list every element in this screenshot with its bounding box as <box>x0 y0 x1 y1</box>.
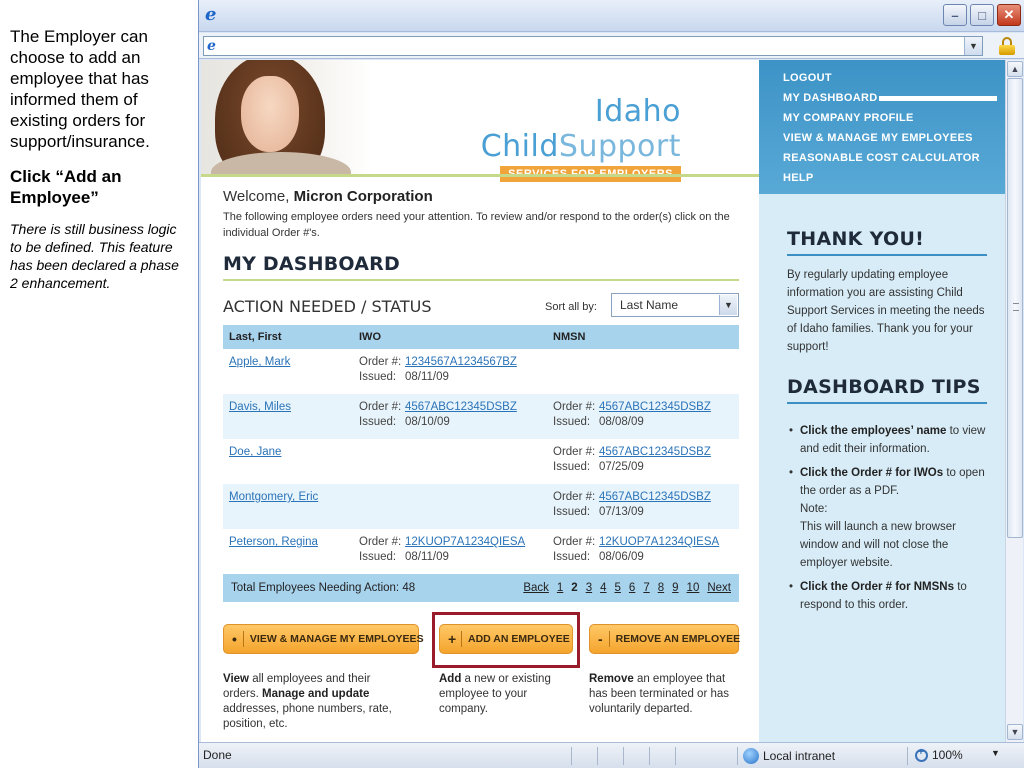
table-row <box>223 484 739 529</box>
pager-page-link[interactable]: 5 <box>614 582 621 594</box>
order-link[interactable]: 12KUOP7A1234QIESA <box>599 536 720 548</box>
scroll-down-button[interactable]: ▼ <box>1007 724 1023 740</box>
title-bar <box>199 0 1024 32</box>
pager-back-link[interactable]: Back <box>523 582 549 594</box>
order-link[interactable]: 4567ABC12345DSBZ <box>599 446 711 458</box>
scroll-up-button[interactable]: ▲ <box>1007 61 1023 77</box>
issued-date: 08/10/09 <box>405 416 450 428</box>
cell-nmsn: Order #: 4567ABC12345DSBZ Issued: 08/08/09 <box>547 394 739 439</box>
cell-nmsn <box>547 349 739 394</box>
page-title: MY DASHBOARD <box>223 253 739 281</box>
cell-name <box>223 394 353 439</box>
nav-view-manage-employees[interactable]: VIEW & MANAGE MY EMPLOYEES <box>783 132 973 144</box>
header-divider <box>201 174 761 177</box>
issued-date: 07/25/09 <box>599 461 644 473</box>
remove-description: Remove an employee that has been terminated or has voluntarily departed. <box>589 673 730 715</box>
company-name: Micron Corporation <box>293 188 433 205</box>
dashboard-tips-heading: DASHBOARD TIPS <box>787 376 987 404</box>
cell-iwo: Order #: 4567ABC12345DSBZ Issued: 08/10/09 <box>353 394 547 439</box>
total-employees: Total Employees Needing Action: 48 <box>231 582 416 594</box>
pager-page-link[interactable]: 9 <box>672 582 679 594</box>
pager-page-link[interactable]: 4 <box>600 582 607 594</box>
column-header-nmsn: NMSN <box>547 325 739 349</box>
chevron-down-icon: ▼ <box>719 295 737 315</box>
sort-label: Sort all by: <box>545 301 597 313</box>
remove-employee-button[interactable]: - REMOVE AN EMPLOYEE <box>589 624 739 654</box>
cell-nmsn: Order #: 12KUOP7A1234QIESA Issued: 08/06/09 <box>553 536 720 563</box>
cell-iwo <box>353 484 547 529</box>
lock-icon[interactable] <box>999 37 1015 55</box>
cell-iwo: Order #: 1234567A1234567BZ Issued: 08/11/09 <box>359 356 517 383</box>
browser-window <box>198 0 1024 768</box>
orders-table <box>223 325 739 574</box>
welcome-text: Welcome, Micron Corporation <box>223 188 433 205</box>
pager-page-link[interactable]: 8 <box>657 582 665 594</box>
globe-icon <box>743 748 759 764</box>
pager-page-link[interactable]: 3 <box>585 582 593 594</box>
employee-name-link[interactable]: Davis, Miles <box>229 401 291 413</box>
order-link[interactable]: 1234567A1234567BZ <box>405 356 517 368</box>
cell-name <box>223 484 353 529</box>
header-photo <box>201 60 373 174</box>
tip-item: • Click the Order # for NMSNs to respond to this order. <box>787 578 987 614</box>
annotation-cta: Click “Add an Employee” <box>10 167 122 207</box>
order-link[interactable]: 4567ABC12345DSBZ <box>599 401 711 413</box>
action-needed-heading: ACTION NEEDED / STATUS <box>223 297 432 316</box>
annotation-panel <box>10 26 182 292</box>
nav-logout[interactable]: LOGOUT <box>783 72 832 84</box>
status-bar <box>199 742 1024 768</box>
instructions-text: The following employee orders need your attention. To review and/or respond to the order(s) click on the individual Order #'s. <box>223 211 730 239</box>
order-link[interactable]: 4567ABC12345DSBZ <box>405 401 517 413</box>
issued-date: 07/13/09 <box>599 506 644 518</box>
zoom-level[interactable]: + 100% <box>915 748 963 762</box>
issued-date: 08/11/09 <box>405 371 449 383</box>
cell-nmsn: Order #: 4567ABC12345DSBZ Issued: 07/25/09 <box>553 446 711 473</box>
address-dropdown-button[interactable]: ▼ <box>964 37 982 55</box>
right-column <box>759 60 1005 742</box>
close-button[interactable]: ✕ <box>997 4 1021 26</box>
order-link[interactable]: 12KUOP7A1234QIESA <box>405 536 526 548</box>
sort-select[interactable]: Last Name ▼ <box>611 293 739 317</box>
view-manage-employees-button[interactable]: • VIEW & MANAGE MY EMPLOYEES <box>223 624 419 654</box>
table-row <box>223 394 739 439</box>
add-description: Add a new or existing employee to your company. <box>439 673 551 715</box>
employee-name-link[interactable]: Apple, Mark <box>229 356 291 368</box>
vertical-scrollbar[interactable] <box>1005 60 1023 742</box>
cell-name <box>223 439 353 484</box>
address-bar <box>199 33 1024 59</box>
main-nav <box>759 60 1005 194</box>
pager-page-link[interactable]: 7 <box>643 582 650 594</box>
ie-logo-icon: e <box>205 4 217 25</box>
page-icon: e <box>207 38 216 54</box>
employee-name-link[interactable]: Doe, Jane <box>229 446 282 458</box>
minus-icon: - <box>598 631 610 647</box>
pager-page-link[interactable]: 1 <box>556 582 564 594</box>
pager-next-link[interactable]: Next <box>707 582 731 594</box>
pager-page-link[interactable]: 6 <box>628 582 636 594</box>
nav-help[interactable]: HELP <box>783 172 814 184</box>
view-description: View all employees and their orders. Manage and update addresses, phone numbers, rate, position, etc. <box>223 673 392 730</box>
action-buttons <box>223 612 739 742</box>
table-footer <box>223 574 739 602</box>
main-content <box>223 188 739 742</box>
zoom-icon <box>915 749 928 762</box>
add-employee-button[interactable]: + ADD AN EMPLOYEE <box>439 624 573 654</box>
pagination <box>523 582 731 594</box>
site-header <box>201 60 761 178</box>
table-row <box>223 529 739 574</box>
annotation-note: There is still business logic to be defined. This feature has been declared a phase 2 enhancement. <box>10 221 179 291</box>
minimize-button[interactable]: – <box>943 4 967 26</box>
bullet-icon: • <box>232 631 244 647</box>
scroll-thumb[interactable] <box>1007 78 1023 538</box>
status-text: Done <box>203 748 232 762</box>
brand-title: Idaho ChildSupport <box>480 94 681 164</box>
issued-date: 08/11/09 <box>405 551 449 563</box>
address-field[interactable] <box>203 36 983 56</box>
plus-icon: + <box>448 631 462 647</box>
page-viewport <box>201 60 1005 742</box>
section-header <box>223 293 739 323</box>
nav-my-company-profile[interactable]: MY COMPANY PROFILE <box>783 112 914 124</box>
column-header-name: Last, First <box>223 325 353 349</box>
window-controls <box>943 4 1021 26</box>
tip-item: • Click the Order # for IWOs to open the order as a PDF. Note: This will launch a new browser window and will not close the employer website. <box>787 464 987 572</box>
issued-date: 08/06/09 <box>599 551 644 563</box>
employee-name-link[interactable]: Montgomery, Eric <box>229 491 319 503</box>
security-zone: Local intranet <box>743 748 835 764</box>
cell-iwo <box>353 439 547 484</box>
pager-page-link[interactable]: 10 <box>686 582 700 594</box>
thank-you-heading: THANK YOU! <box>787 228 987 256</box>
cell-name <box>223 349 353 394</box>
thank-you-text: By regularly updating employee information you are assisting Child Support Services in meeting the needs of Idaho families. Thank you for your support! <box>787 269 985 353</box>
order-link[interactable]: 4567ABC12345DSBZ <box>599 491 711 503</box>
maximize-button[interactable]: □ <box>970 4 994 26</box>
issued-date: 08/08/09 <box>599 416 644 428</box>
nav-reasonable-cost-calculator[interactable]: REASONABLE COST CALCULATOR <box>783 152 980 164</box>
nav-my-dashboard[interactable]: MY DASHBOARD <box>783 88 1005 108</box>
brand-logo <box>411 94 681 182</box>
zoom-dropdown-icon[interactable]: ▼ <box>991 748 1000 758</box>
employee-name-link[interactable]: Peterson, Regina <box>229 536 318 548</box>
dashboard-tips <box>787 422 987 614</box>
sidebar <box>787 228 987 614</box>
cell-nmsn: Order #: 4567ABC12345DSBZ Issued: 07/13/09 <box>547 484 739 529</box>
table-row <box>223 349 739 394</box>
tip-item: • Click the employees’ name to view and edit their information. <box>787 422 987 458</box>
column-header-iwo: IWO <box>353 325 547 349</box>
cell-name <box>223 529 353 574</box>
pager-page-link[interactable]: 2 <box>571 582 578 594</box>
annotation-intro: The Employer can choose to add an employee that has informed them of existing orders for support/insurance. <box>10 27 150 151</box>
table-row <box>223 439 739 484</box>
cell-iwo: Order #: 12KUOP7A1234QIESA Issued: 08/11/09 <box>359 536 526 563</box>
